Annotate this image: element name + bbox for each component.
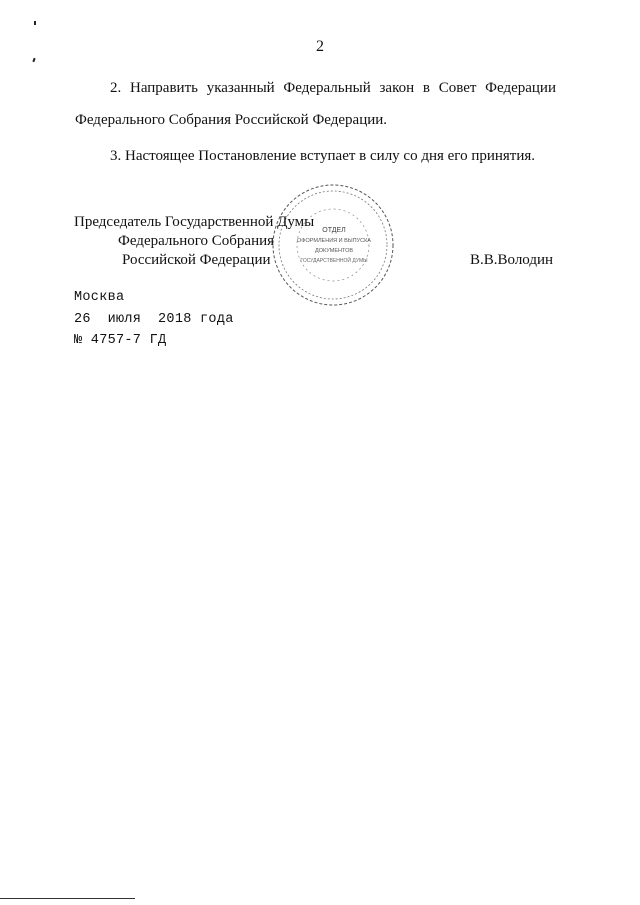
signer-title-line-1: Председатель Государственной Думы: [74, 214, 315, 230]
item-2-line-2: Федерального Собрания Российской Федерации.: [75, 112, 388, 128]
signer-title-line-3: Российской Федерации: [122, 252, 271, 268]
scan-mark: [32, 58, 35, 62]
city: Москва: [74, 290, 125, 305]
official-stamp: [268, 180, 398, 310]
stamp-text-4: ГОСУДАРСТВЕННОЙ ДУМЫ: [300, 258, 368, 264]
item-3: 3. Настоящее Постановление вступает в силу со дня его принятия.: [110, 148, 536, 164]
bottom-rule: [0, 898, 135, 899]
page-number: 2: [316, 38, 324, 55]
stamp-text-2: ОФОРМЛЕНИЯ И ВЫПУСКА: [297, 238, 371, 244]
document-number: № 4757-7 ГД: [74, 333, 167, 348]
item-2-line-1: 2. Направить указанный Федеральный закон в Совет Федерации: [110, 80, 556, 96]
stamp-text-1: ОТДЕЛ: [322, 227, 346, 234]
document-date: 26 июля 2018 года: [74, 312, 234, 327]
signer-title-line-2: Федерального Собрания: [118, 233, 275, 249]
signer-name: В.В.Володин: [470, 252, 554, 268]
stamp-text-3: ДОКУМЕНТОВ: [314, 248, 354, 254]
scan-mark: [34, 21, 36, 25]
